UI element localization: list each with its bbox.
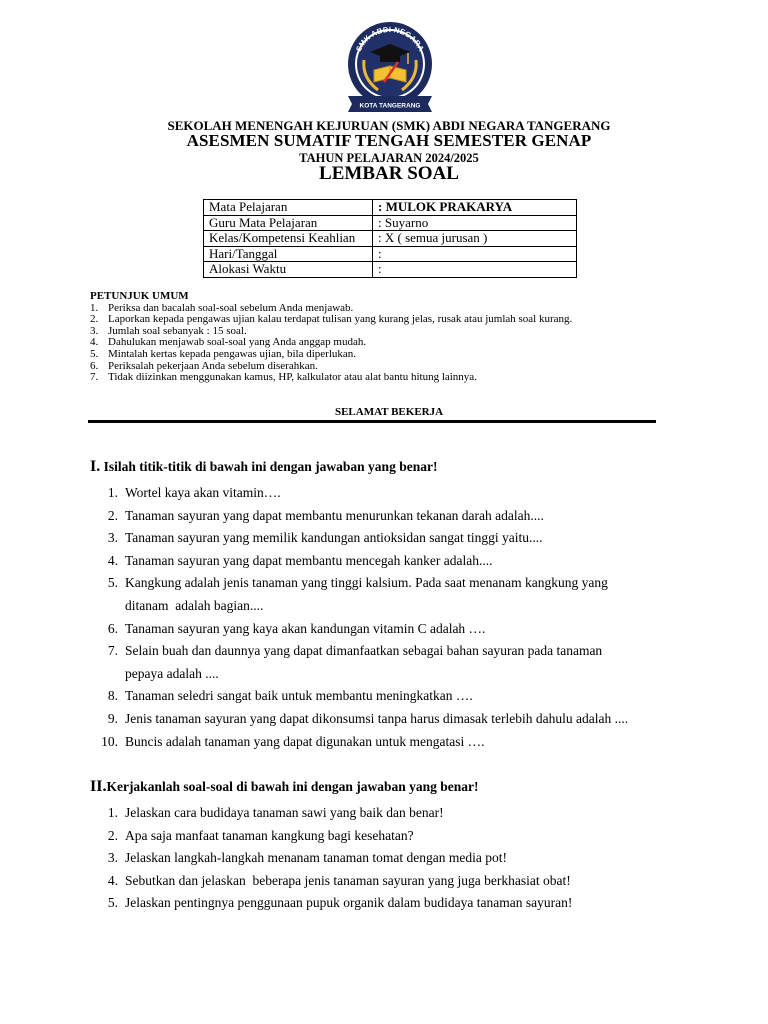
instruction-number: 5. (90, 347, 99, 360)
question-item (90, 527, 685, 550)
question-number (90, 595, 125, 618)
info-value: : Suyarno (373, 215, 577, 231)
logo-top-text: SMK ABDI NEGARA (353, 24, 427, 53)
question-item (90, 595, 685, 618)
question-item (90, 640, 685, 663)
question-text: Tanaman seledri sangat baik untuk membantu meningkatkan …. (125, 688, 473, 704)
question-text: Tanaman sayuran yang kaya akan kandungan vitamin C adalah …. (125, 620, 486, 636)
question-item (90, 802, 685, 825)
info-value: : MULOK PRAKARYA (373, 200, 577, 216)
info-key: Mata Pelajaran (204, 200, 373, 216)
instruction-number: 2. (90, 313, 99, 326)
instructions-title: PETUNJUK UMUM (90, 290, 189, 302)
instruction-text: Tidak diizinkan menggunakan kamus, HP, kalkulator atau alat bantu hitung lainnya. (108, 371, 477, 384)
question-text: Jenis tanaman sayuran yang dapat dikonsumsi tanpa harus dimasak terlebih dahulu adalah .... (125, 710, 629, 726)
instruction-text: Mintalah kertas kepada pengawas ujian, bila diperlukan. (108, 347, 357, 360)
section-1-questions (90, 482, 685, 753)
instruction-text: Laporkan kepada pengawas ujian kalau terdapat tulisan yang kurang jelas, rusak atau jumlah soal kurang. (108, 313, 573, 326)
instruction-number: 4. (90, 336, 99, 349)
info-row (204, 262, 577, 278)
info-key: Kelas/Kompetensi Keahlian (204, 231, 373, 247)
question-item (90, 847, 685, 870)
question-item (90, 572, 685, 595)
question-number: 4. (107, 872, 118, 888)
question-item (90, 618, 685, 641)
question-text: Wortel kaya akan vitamin…. (125, 485, 281, 500)
question-text: Tanaman sayuran yang dapat membantu menurunkan tekanan darah adalah.... (125, 507, 544, 523)
instruction-item (90, 372, 572, 384)
question-text: Tanaman sayuran yang memilik kandungan antioksidan sangat tinggi yaitu.... (125, 530, 543, 546)
info-key: Alokasi Waktu (204, 262, 373, 278)
question-text: Jelaskan cara budidaya tanaman sawi yang baik dan benar! (125, 805, 444, 820)
question-text: Kangkung adalah jenis tanaman yang tinggi kalsium. Pada saat menanam kangkung yang (125, 575, 608, 591)
question-text: Sebutkan dan jelaskan beberapa jenis tanaman sayuran yang juga berkhasiat obat! (125, 872, 571, 888)
question-item (90, 825, 685, 848)
info-key: Hari/Tanggal (204, 246, 373, 262)
instruction-text: Jumlah soal sebanyak : 15 soal. (108, 324, 247, 337)
question-number: 5. (107, 575, 118, 591)
question-item (90, 505, 685, 528)
instruction-text: Periksalah pekerjaan Anda sebelum diserahkan. (108, 359, 318, 372)
question-text: ditanam adalah bagian.... (125, 597, 264, 613)
question-item (90, 731, 685, 754)
academic-year: TAHUN PELAJARAN 2024/2025 (299, 151, 479, 165)
school-name: SEKOLAH MENENGAH KEJURUAN (SMK) ABDI NEGARA TANGERANG (167, 118, 611, 133)
divider (88, 420, 656, 423)
question-item (90, 685, 685, 708)
question-text: Selain buah dan daunnya yang dapat dimanfaatkan sebagai bahan sayuran pada tanaman (125, 643, 603, 659)
question-number: 2. (107, 507, 118, 523)
question-item (90, 708, 685, 731)
question-number: 9. (107, 710, 118, 726)
question-number: 1. (107, 805, 118, 820)
question-item (90, 892, 685, 915)
info-key: Guru Mata Pelajaran (204, 215, 373, 231)
instruction-number: 6. (90, 359, 99, 372)
section-2-heading (90, 778, 479, 796)
info-row (204, 215, 577, 231)
question-item (90, 550, 685, 573)
instruction-text: Dahulukan menjawab soal-soal yang Anda anggap mudah. (108, 336, 367, 349)
question-item (90, 482, 685, 505)
section-1-heading (90, 458, 437, 476)
question-text: Jelaskan langkah-langkah menanam tanaman tomat dengan media pot! (125, 850, 507, 866)
section-number: II. (90, 778, 107, 795)
section-number: I. (90, 458, 101, 475)
question-text: Apa saja manfaat tanaman kangkung bagi kesehatan? (125, 827, 414, 843)
question-number: 1. (107, 485, 118, 500)
school-logo (344, 20, 436, 116)
question-number: 3. (107, 850, 118, 866)
question-text: pepaya adalah .... (125, 665, 219, 681)
section-2-questions (90, 802, 685, 915)
info-value: : (373, 262, 577, 278)
general-instructions (90, 291, 572, 384)
info-row (204, 246, 577, 262)
instruction-item (90, 349, 572, 361)
question-text: Buncis adalah tanaman yang dapat digunakan untuk mengatasi …. (125, 733, 485, 749)
closing-text: SELAMAT BEKERJA (334, 406, 444, 418)
question-number: 6. (107, 620, 118, 636)
info-value: : (373, 246, 577, 262)
question-number: 5. (107, 895, 118, 911)
instruction-number: 7. (90, 371, 99, 384)
question-item (90, 870, 685, 893)
info-value: : X ( semua jurusan ) (373, 231, 577, 247)
exam-info-table (203, 199, 577, 278)
question-number: 8. (107, 688, 118, 704)
section-title: Kerjakanlah soal-soal di bawah ini dengan jawaban yang benar! (106, 779, 479, 794)
question-item (90, 663, 685, 686)
question-number: 7. (107, 643, 118, 659)
question-number: 2. (107, 827, 118, 843)
instruction-number: 3. (90, 324, 99, 337)
instruction-number: 1. (90, 301, 99, 314)
info-row (204, 231, 577, 247)
instructions-list (90, 303, 572, 384)
section-title: Isilah titik-titik di bawah ini dengan jawaban yang benar! (103, 459, 438, 474)
question-text: Jelaskan pentingnya penggunaan pupuk organik dalam budidaya tanaman sayuran! (125, 895, 573, 911)
question-number (90, 663, 125, 686)
sheet-title: LEMBAR SOAL (319, 163, 459, 184)
question-text: Tanaman sayuran yang dapat membantu mencegah kanker adalah.... (125, 552, 493, 568)
question-number: 3. (107, 530, 118, 546)
info-row (204, 200, 577, 216)
question-number: 4. (107, 552, 118, 568)
exam-title: ASESMEN SUMATIF TENGAH SEMESTER GENAP (186, 131, 592, 150)
question-number: 10. (101, 733, 118, 749)
logo-bottom-text: KOTA TANGERANG (359, 102, 421, 110)
instruction-text: Periksa dan bacalah soal-soal sebelum Anda menjawab. (108, 301, 354, 314)
